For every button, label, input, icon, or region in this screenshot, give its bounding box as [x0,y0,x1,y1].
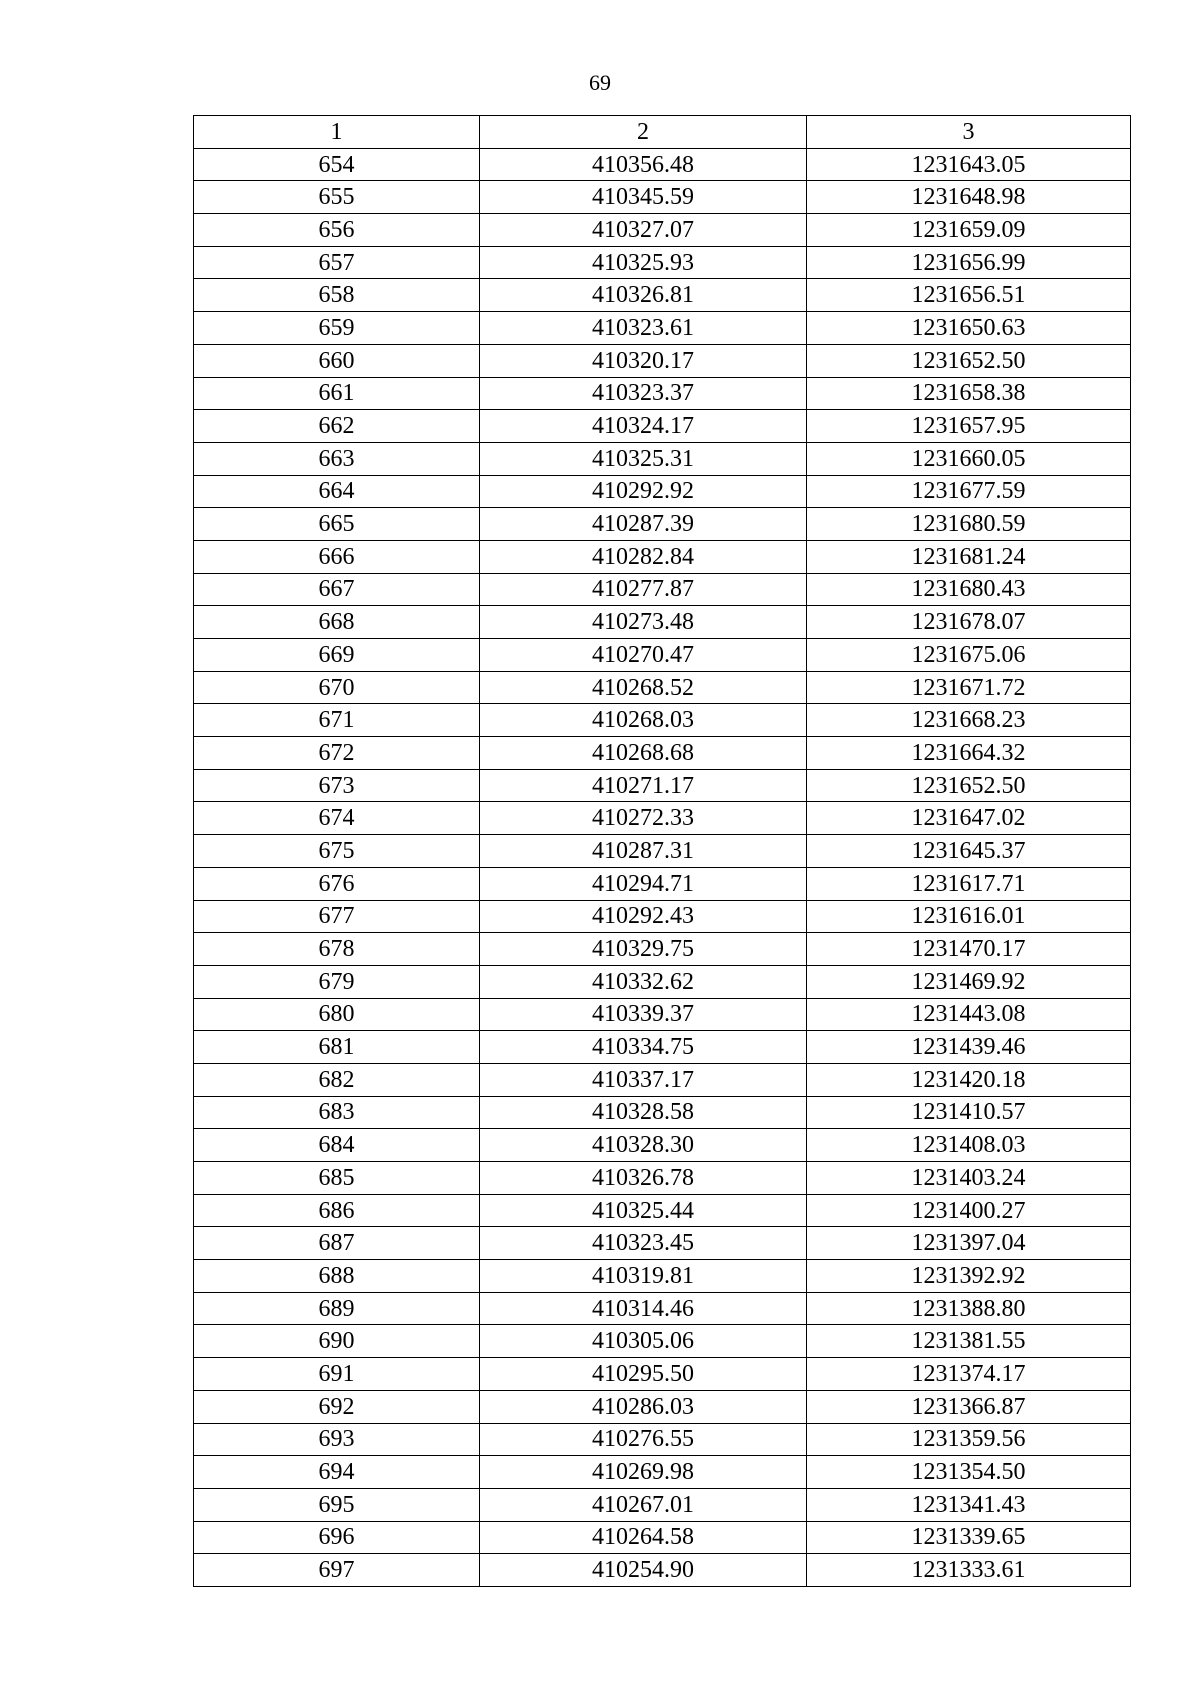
point-number-cell: 676 [194,867,480,900]
y-coordinate-cell: 1231656.51 [807,279,1131,312]
x-coordinate-cell: 410277.87 [480,573,807,606]
point-number-cell: 656 [194,214,480,247]
x-coordinate-cell: 410326.78 [480,1162,807,1195]
point-number-cell: 670 [194,671,480,704]
table-row [194,475,1131,508]
table-row [194,442,1131,475]
y-coordinate-cell: 1231408.03 [807,1129,1131,1162]
point-number-cell: 686 [194,1194,480,1227]
x-coordinate-cell: 410332.62 [480,965,807,998]
y-coordinate-cell: 1231668.23 [807,704,1131,737]
x-coordinate-cell: 410267.01 [480,1488,807,1521]
y-coordinate-cell: 1231656.99 [807,246,1131,279]
page-number: 69 [589,70,611,95]
x-coordinate-cell: 410314.46 [480,1292,807,1325]
y-coordinate-cell: 1231658.38 [807,377,1131,410]
table-row [194,1260,1131,1293]
point-number-cell: 692 [194,1390,480,1423]
table-row [194,1521,1131,1554]
table-row [194,181,1131,214]
point-number-cell: 684 [194,1129,480,1162]
x-coordinate-cell: 410287.39 [480,508,807,541]
point-number-cell: 661 [194,377,480,410]
y-coordinate-cell: 1231681.24 [807,540,1131,573]
x-coordinate-cell: 410271.17 [480,769,807,802]
x-coordinate-cell: 410326.81 [480,279,807,312]
y-coordinate-cell: 1231680.59 [807,508,1131,541]
table-row [194,867,1131,900]
table-row [194,508,1131,541]
point-number-cell: 687 [194,1227,480,1260]
x-coordinate-cell: 410269.98 [480,1456,807,1489]
table-row [194,312,1131,345]
point-number-cell: 660 [194,344,480,377]
table-row [194,246,1131,279]
point-number-cell: 688 [194,1260,480,1293]
y-coordinate-cell: 1231652.50 [807,344,1131,377]
point-number-cell: 658 [194,279,480,312]
table-row [194,1162,1131,1195]
x-coordinate-cell: 410282.84 [480,540,807,573]
y-coordinate-cell: 1231652.50 [807,769,1131,802]
y-coordinate-cell: 1231616.01 [807,900,1131,933]
x-coordinate-cell: 410328.58 [480,1096,807,1129]
table-row [194,377,1131,410]
point-number-cell: 679 [194,965,480,998]
x-coordinate-cell: 410323.37 [480,377,807,410]
table-row [194,737,1131,770]
table-row [194,1096,1131,1129]
x-coordinate-cell: 410292.92 [480,475,807,508]
y-coordinate-cell: 1231675.06 [807,639,1131,672]
y-coordinate-cell: 1231671.72 [807,671,1131,704]
x-coordinate-cell: 410324.17 [480,410,807,443]
column-header-3: 3 [807,116,1131,149]
y-coordinate-cell: 1231341.43 [807,1488,1131,1521]
y-coordinate-cell: 1231400.27 [807,1194,1131,1227]
point-number-cell: 695 [194,1488,480,1521]
x-coordinate-cell: 410325.31 [480,442,807,475]
table-row [194,1031,1131,1064]
y-coordinate-cell: 1231680.43 [807,573,1131,606]
point-number-cell: 666 [194,540,480,573]
x-coordinate-cell: 410286.03 [480,1390,807,1423]
table-row [194,1325,1131,1358]
y-coordinate-cell: 1231678.07 [807,606,1131,639]
y-coordinate-cell: 1231439.46 [807,1031,1131,1064]
table-row [194,1063,1131,1096]
x-coordinate-cell: 410270.47 [480,639,807,672]
point-number-cell: 683 [194,1096,480,1129]
point-number-cell: 673 [194,769,480,802]
table-row [194,965,1131,998]
table-row [194,1390,1131,1423]
table-row [194,1194,1131,1227]
point-number-cell: 667 [194,573,480,606]
y-coordinate-cell: 1231677.59 [807,475,1131,508]
y-coordinate-cell: 1231645.37 [807,835,1131,868]
point-number-cell: 675 [194,835,480,868]
x-coordinate-cell: 410287.31 [480,835,807,868]
x-coordinate-cell: 410272.33 [480,802,807,835]
y-coordinate-cell: 1231359.56 [807,1423,1131,1456]
x-coordinate-cell: 410305.06 [480,1325,807,1358]
x-coordinate-cell: 410292.43 [480,900,807,933]
point-number-cell: 672 [194,737,480,770]
column-header-1: 1 [194,116,480,149]
y-coordinate-cell: 1231648.98 [807,181,1131,214]
point-number-cell: 671 [194,704,480,737]
point-number-cell: 693 [194,1423,480,1456]
point-number-cell: 657 [194,246,480,279]
table-row [194,1554,1131,1587]
table-row [194,1423,1131,1456]
table-row [194,1488,1131,1521]
table-body [194,148,1131,1586]
point-number-cell: 665 [194,508,480,541]
table-row [194,410,1131,443]
x-coordinate-cell: 410320.17 [480,344,807,377]
table-row [194,933,1131,966]
point-number-cell: 674 [194,802,480,835]
point-number-cell: 654 [194,148,480,181]
table-row [194,148,1131,181]
y-coordinate-cell: 1231397.04 [807,1227,1131,1260]
table-row [194,639,1131,672]
x-coordinate-cell: 410273.48 [480,606,807,639]
point-number-cell: 662 [194,410,480,443]
point-number-cell: 697 [194,1554,480,1587]
point-number-cell: 685 [194,1162,480,1195]
table-row [194,835,1131,868]
table-row [194,998,1131,1031]
y-coordinate-cell: 1231420.18 [807,1063,1131,1096]
x-coordinate-cell: 410325.44 [480,1194,807,1227]
y-coordinate-cell: 1231381.55 [807,1325,1131,1358]
y-coordinate-cell: 1231366.87 [807,1390,1131,1423]
x-coordinate-cell: 410356.48 [480,148,807,181]
x-coordinate-cell: 410329.75 [480,933,807,966]
y-coordinate-cell: 1231659.09 [807,214,1131,247]
point-number-cell: 655 [194,181,480,214]
x-coordinate-cell: 410268.68 [480,737,807,770]
point-number-cell: 664 [194,475,480,508]
y-coordinate-cell: 1231339.65 [807,1521,1131,1554]
point-number-cell: 680 [194,998,480,1031]
point-number-cell: 668 [194,606,480,639]
table-row [194,900,1131,933]
coordinates-table [193,115,1131,1587]
y-coordinate-cell: 1231643.05 [807,148,1131,181]
point-number-cell: 677 [194,900,480,933]
column-header-2: 2 [480,116,807,149]
y-coordinate-cell: 1231388.80 [807,1292,1131,1325]
y-coordinate-cell: 1231374.17 [807,1358,1131,1391]
y-coordinate-cell: 1231333.61 [807,1554,1131,1587]
y-coordinate-cell: 1231469.92 [807,965,1131,998]
table-row [194,1227,1131,1260]
y-coordinate-cell: 1231410.57 [807,1096,1131,1129]
y-coordinate-cell: 1231354.50 [807,1456,1131,1489]
x-coordinate-cell: 410295.50 [480,1358,807,1391]
x-coordinate-cell: 410328.30 [480,1129,807,1162]
table-row [194,802,1131,835]
y-coordinate-cell: 1231392.92 [807,1260,1131,1293]
point-number-cell: 696 [194,1521,480,1554]
table-row [194,344,1131,377]
x-coordinate-cell: 410268.03 [480,704,807,737]
point-number-cell: 694 [194,1456,480,1489]
table-header-row [194,116,1131,149]
y-coordinate-cell: 1231657.95 [807,410,1131,443]
table-row [194,1456,1131,1489]
table-row [194,769,1131,802]
x-coordinate-cell: 410276.55 [480,1423,807,1456]
x-coordinate-cell: 410337.17 [480,1063,807,1096]
table-row [194,279,1131,312]
x-coordinate-cell: 410327.07 [480,214,807,247]
point-number-cell: 690 [194,1325,480,1358]
y-coordinate-cell: 1231617.71 [807,867,1131,900]
x-coordinate-cell: 410264.58 [480,1521,807,1554]
table-row [194,704,1131,737]
x-coordinate-cell: 410323.61 [480,312,807,345]
table-row [194,1358,1131,1391]
table-row [194,606,1131,639]
x-coordinate-cell: 410294.71 [480,867,807,900]
point-number-cell: 678 [194,933,480,966]
y-coordinate-cell: 1231650.63 [807,312,1131,345]
table-row [194,1129,1131,1162]
point-number-cell: 682 [194,1063,480,1096]
x-coordinate-cell: 410323.45 [480,1227,807,1260]
table-row [194,540,1131,573]
y-coordinate-cell: 1231664.32 [807,737,1131,770]
x-coordinate-cell: 410339.37 [480,998,807,1031]
y-coordinate-cell: 1231470.17 [807,933,1131,966]
table-row [194,671,1131,704]
x-coordinate-cell: 410268.52 [480,671,807,704]
x-coordinate-cell: 410254.90 [480,1554,807,1587]
x-coordinate-cell: 410334.75 [480,1031,807,1064]
x-coordinate-cell: 410345.59 [480,181,807,214]
y-coordinate-cell: 1231443.08 [807,998,1131,1031]
point-number-cell: 691 [194,1358,480,1391]
table-row [194,1292,1131,1325]
table-row [194,214,1131,247]
point-number-cell: 669 [194,639,480,672]
point-number-cell: 681 [194,1031,480,1064]
y-coordinate-cell: 1231660.05 [807,442,1131,475]
point-number-cell: 659 [194,312,480,345]
y-coordinate-cell: 1231647.02 [807,802,1131,835]
point-number-cell: 663 [194,442,480,475]
x-coordinate-cell: 410319.81 [480,1260,807,1293]
x-coordinate-cell: 410325.93 [480,246,807,279]
y-coordinate-cell: 1231403.24 [807,1162,1131,1195]
table-row [194,573,1131,606]
point-number-cell: 689 [194,1292,480,1325]
